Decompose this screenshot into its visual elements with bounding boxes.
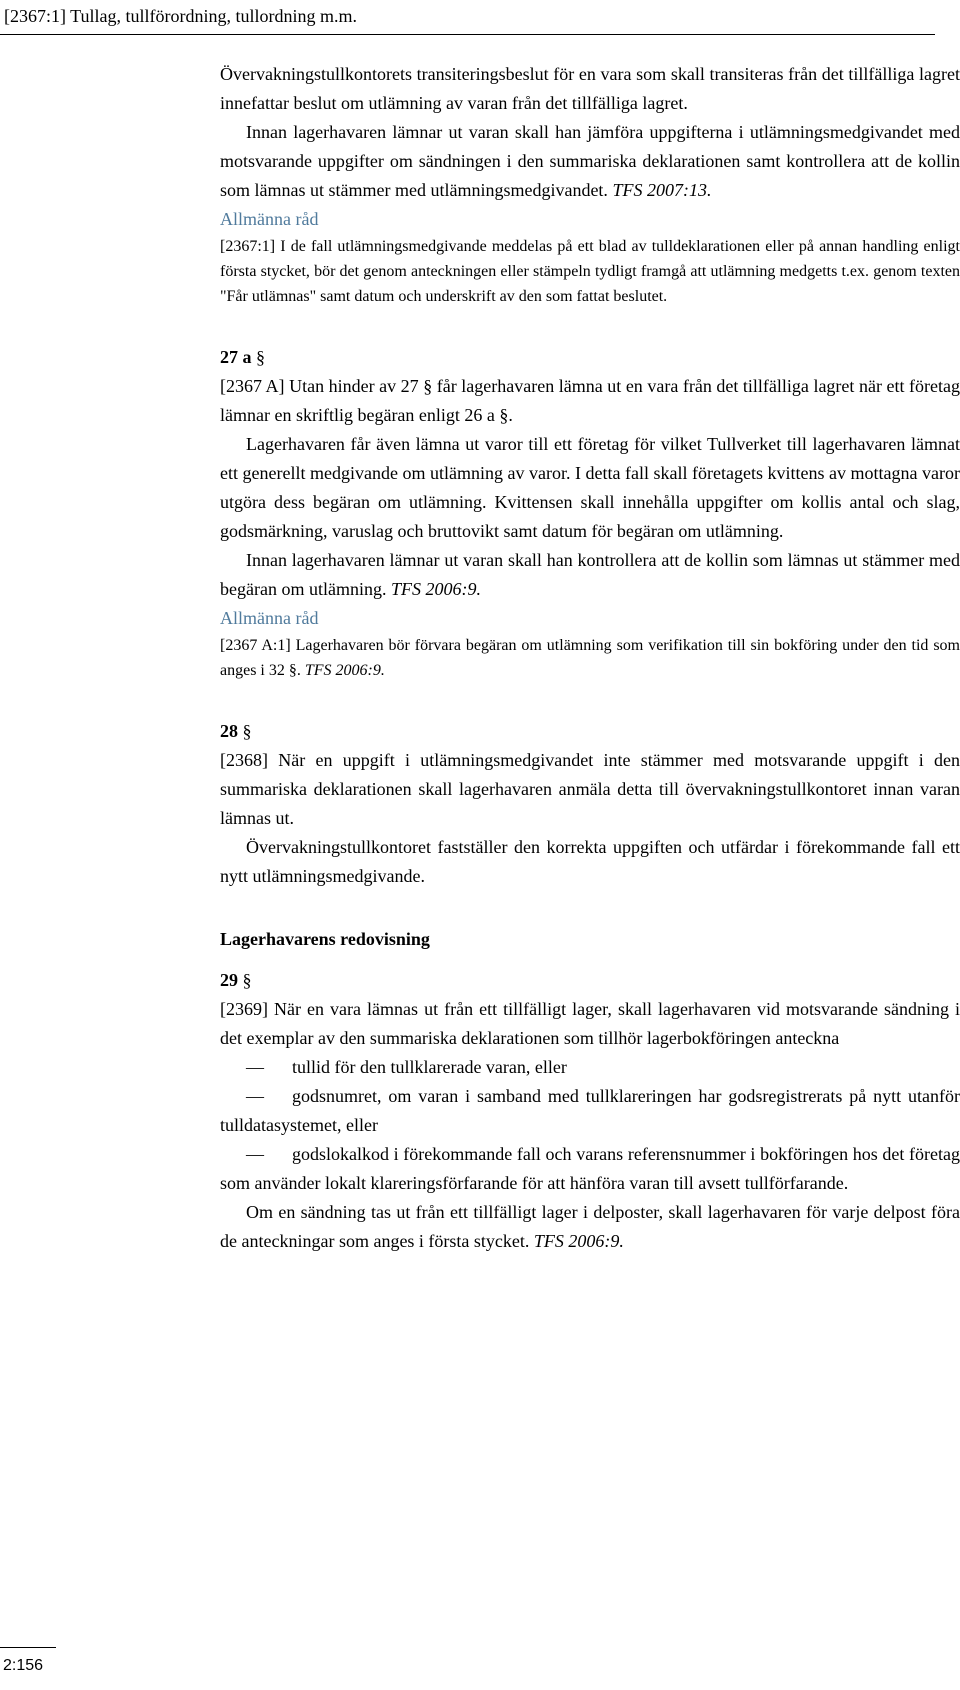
- section-heading-27a: 27 a §: [220, 347, 265, 367]
- tfs-reference: TFS 2006:9.: [533, 1231, 624, 1251]
- document-body: [220, 60, 960, 1256]
- running-header: [2367:1] Tullag, tullförordning, tullordning m.m.: [4, 6, 358, 26]
- paragraph-27a-2: Lagerhavaren får även lämna ut varor till ett företag för vilket Tullverket till lagerhavaren lämnat ett generellt medgivande om utlämning av varor. I detta fall skall företagets kvittens av mottagna varor utgöra dess begäran om utlämning. Kvittensen skall innehålla uppgifter om kollis antal och slag, godsmärkning, varuslag och bruttovikt samt datum för begäran om utlämning.: [220, 434, 960, 541]
- paragraph-27a-3: Innan lagerhavaren lämnar ut varan skall han kontrollera att de kollin som lämnas ut stämmer med begäran om utlämning. TFS 2006:9.: [220, 550, 960, 599]
- general-advice-text: [2367 A:1] Lagerhavaren bör förvara begäran om utlämning som verifikation till sin bokföring under den tid som anges i 32 §. TFS 2006:9.: [220, 637, 960, 679]
- paragraph-29-1: [2369] När en vara lämnas ut från ett tillfälligt lager, skall lagerhavaren vid motsvarande sändning i det exemplar av den summariska deklarationen som tillhör lagerbokföringen anteckna: [220, 999, 960, 1048]
- heading-lagerhavarens-redovisning: Lagerhavarens redovisning: [220, 929, 430, 949]
- paragraph-transit-decision: Övervakningstullkontorets transiteringsbeslut för en vara som skall transiteras från det tillfälliga lagret innefattar beslut om utlämning av varan från det tillfälliga lagret.: [220, 64, 960, 113]
- paragraph-compare-details: Innan lagerhavaren lämnar ut varan skall han jämföra uppgifterna i utlämningsmedgivandet med motsvarande uppgifter om sändningen i den summariska deklarationen samt kontrollera att de kollin som lämnas ut stämmer med utlämningsmedgivandet. TFS 2007:13.: [220, 122, 960, 200]
- general-advice-text: [2367:1] I de fall utlämningsmedgivande meddelas på ett blad av tulldeklarationen eller på annan handling enligt första stycket, bör det genom anteckningen eller stämpeln tydligt framgå att utlämning medgetts t.ex. genom texten "Får utlämnas" samt datum och underskrift av den som fattat beslutet.: [220, 238, 960, 305]
- tfs-reference: TFS 2007:13.: [612, 180, 712, 200]
- section-heading-28: 28 §: [220, 721, 252, 741]
- paragraph-28-1: [2368] När en uppgift i utlämningsmedgivandet inte stämmer med motsvarande uppgift i den summariska deklarationen skall lagerhavaren anmäla detta till övervakningstullkontoret innan varan lämnas ut.: [220, 750, 960, 828]
- paragraph-29-2: Om en sändning tas ut från ett tillfälligt lager i delposter, skall lagerhavaren för varje delpost föra de anteckningar som anges i första stycket. TFS 2006:9.: [220, 1202, 960, 1251]
- header-rule: [0, 34, 935, 35]
- general-advice-label: Allmänna råd: [220, 608, 319, 628]
- paragraph-27a-1: [2367 A] Utan hinder av 27 § får lagerhavaren lämna ut en vara från det tillfälliga lagret när ett företag lämnar en skriftlig begäran enligt 26 a §.: [220, 376, 960, 425]
- tfs-reference: TFS 2006:9.: [390, 579, 481, 599]
- list-item: — godslokalkod i förekommande fall och varans referensnummer i bokföringen hos det företag som använder lokalt klareringsförfarande för att hänföra varan till avsett tullförfarande.: [220, 1144, 960, 1193]
- list-item: — tullid för den tullklarerade varan, eller: [246, 1057, 567, 1077]
- section-heading-29: 29 §: [220, 970, 252, 990]
- general-advice-label: Allmänna råd: [220, 209, 319, 229]
- tfs-reference: TFS 2006:9.: [304, 662, 385, 679]
- footer-rule: [0, 1647, 56, 1648]
- list-item: — godsnumret, om varan i samband med tullklareringen har godsregistrerats på nytt utanför tulldatasystemet, eller: [220, 1086, 960, 1135]
- paragraph-28-2: Övervakningstullkontoret fastställer den korrekta uppgiften och utfärdar i förekommande fall ett nytt utlämningsmedgivande.: [220, 837, 960, 886]
